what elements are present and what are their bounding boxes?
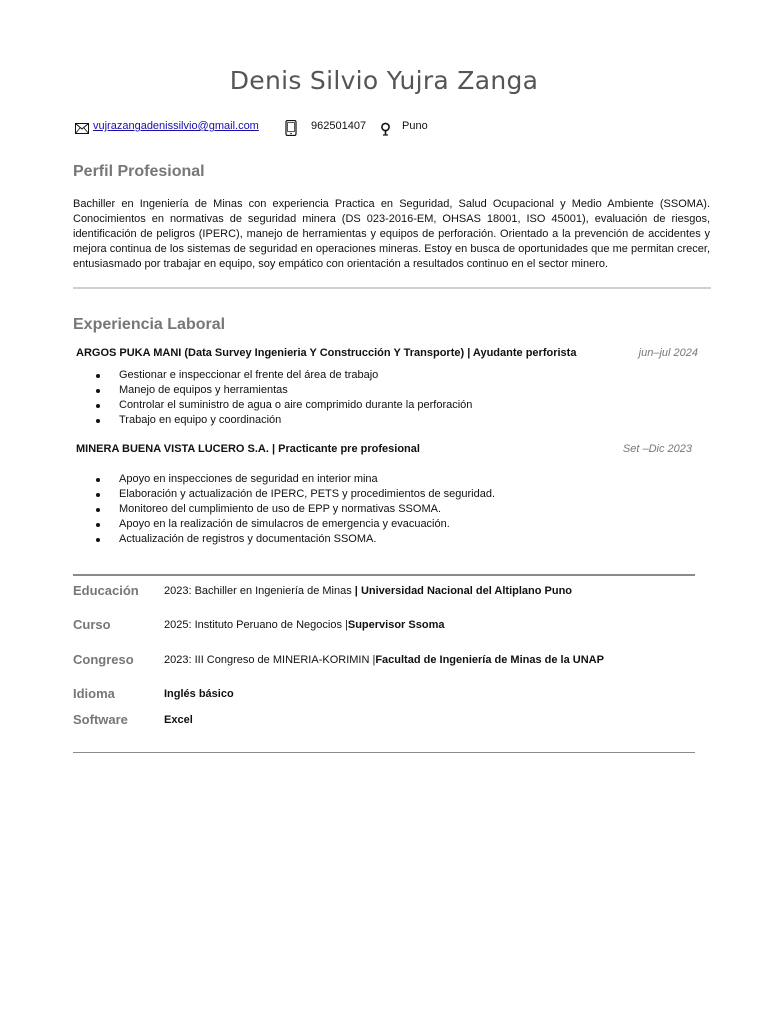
location-pin-icon [380, 122, 391, 136]
contact-bar [75, 120, 695, 136]
perfil-title: Perfil Profesional [73, 163, 205, 180]
educacion-text: 2023: Bachiller en Ingeniería de Minas [164, 585, 352, 597]
congreso-value [164, 654, 604, 666]
list-item: Apoyo en inspecciones de seguridad en interior mina [96, 472, 495, 487]
section-divider [73, 574, 695, 576]
curso-value [164, 619, 444, 631]
list-item: Manejo de equipos y herramientas [96, 383, 472, 398]
phone-number: 962501407 [311, 120, 367, 132]
educacion-institution: Universidad Nacional del Altiplano Puno [360, 585, 573, 597]
job-date: jun–jul 2024 [638, 347, 698, 359]
idioma-value: Inglés básico [164, 688, 234, 700]
email-link[interactable]: vujrazangadenissilvio@gmail.com [93, 120, 259, 132]
curso-text: 2025: Instituto Peruano de Negocios | [164, 619, 348, 631]
perfil-text: Bachiller en Ingeniería de Minas con experiencia Practica en Seguridad, Salud Ocupacional y Medio Ambiente (SSOMA). Conocimientos en normativas de seguridad minera (DS 023-2016-EM, OHSAS 18001, ISO 45001), evaluación de riesgos, identificación de peligros (IPERC), manejo de herramientas y equipos de perforación. Orientado a la prevención de accidentes y mejora continua de los sistemas de seguridad en operaciones mineras. Estoy en busca de oportunidades que me permitan crecer, entusiasmado por trabajar en equipo, soy empático con orientación a resultados continuo en el sector minero. [73, 198, 710, 270]
experiencia-title: Experiencia Laboral [73, 316, 226, 333]
candidate-name: Denis Silvio Yujra Zanga [229, 66, 539, 95]
job-heading: MINERA BUENA VISTA LUCERO S.A. | Practicante pre profesional [76, 443, 420, 455]
location-text: Puno [402, 120, 428, 132]
educacion-label: Educación [73, 583, 139, 598]
educacion-value [164, 585, 572, 597]
list-item: Apoyo en la realización de simulacros de emergencia y evacuación. [96, 517, 495, 532]
list-item: Monitoreo del cumplimiento de uso de EPP y normativas SSOMA. [96, 502, 495, 517]
section-divider [73, 752, 695, 753]
software-label: Software [73, 712, 128, 727]
job-heading: ARGOS PUKA MANI (Data Survey Ingenieria Y Construcción Y Transporte) | Ayudante perforista [76, 347, 577, 359]
congreso-label: Congreso [73, 652, 134, 667]
list-item: Actualización de registros y documentación SSOMA. [96, 532, 495, 547]
curso-title: Supervisor Ssoma [347, 619, 445, 631]
software-value: Excel [164, 714, 193, 726]
list-item: Trabajo en equipo y coordinación [96, 413, 472, 428]
idioma-label: Idioma [73, 686, 115, 701]
curso-label: Curso [73, 617, 111, 632]
phone-icon [285, 120, 297, 136]
section-divider [73, 287, 711, 289]
congreso-organizer: Facultad de Ingeniería de Minas de la UNAP [375, 654, 604, 666]
list-item: Elaboración y actualización de IPERC, PETS y procedimientos de seguridad. [96, 487, 495, 502]
list-item: Gestionar e inspeccionar el frente del área de trabajo [96, 368, 472, 383]
job-bullets [96, 368, 472, 428]
job-bullets [96, 472, 495, 547]
congreso-text: 2023: III Congreso de MINERIA-KORIMIN | [164, 654, 376, 666]
job-date: Set –Dic 2023 [622, 443, 692, 455]
educacion-separator: | [351, 585, 361, 597]
list-item: Controlar el suministro de agua o aire comprimido durante la perforación [96, 398, 472, 413]
envelope-icon [75, 123, 89, 134]
